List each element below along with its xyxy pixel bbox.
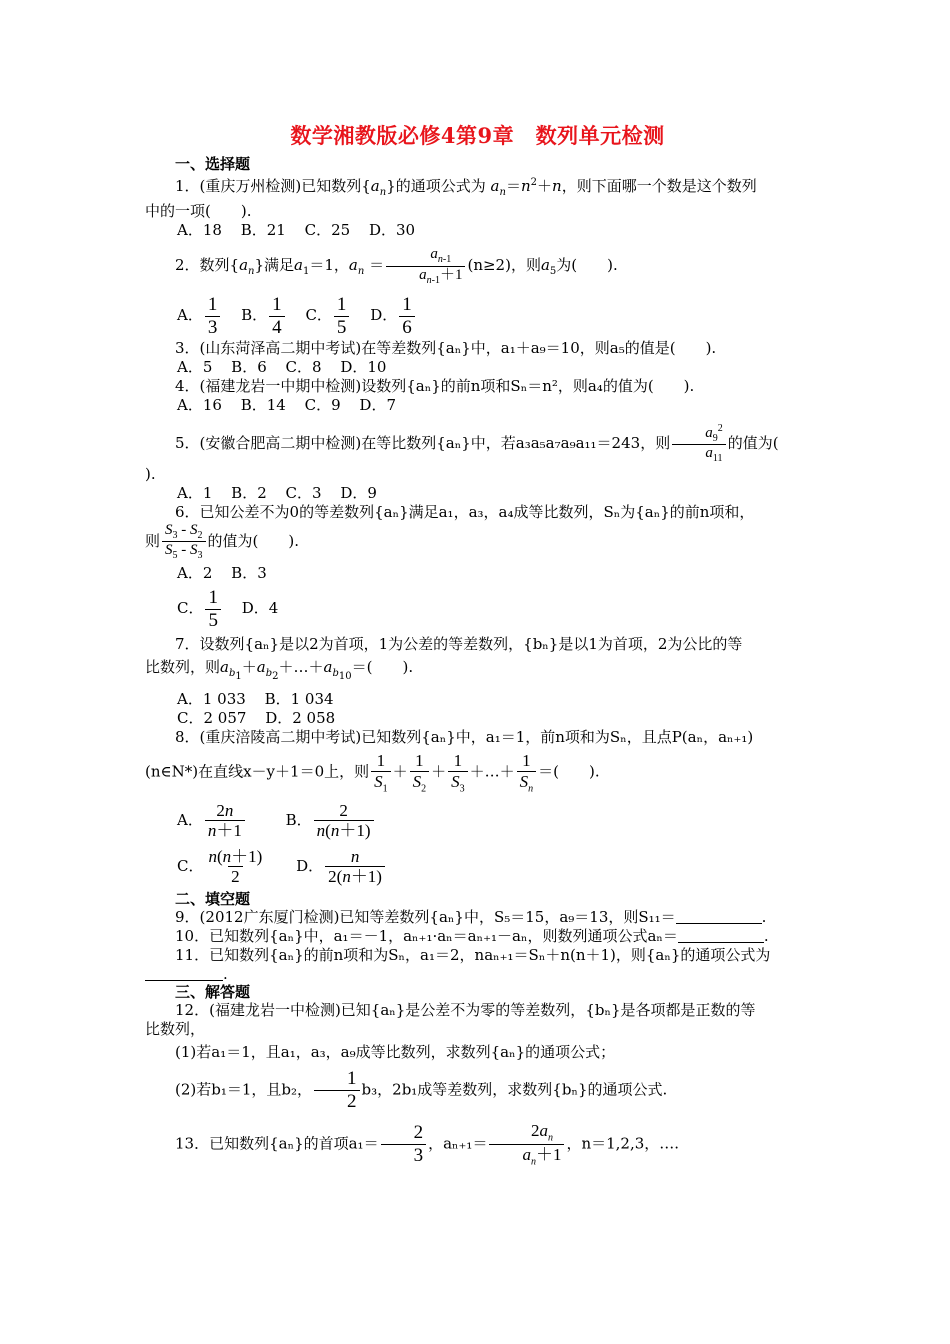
question-11: 11．已知数列{aₙ}的前n项和为Sₙ，a₁＝2，naₙ₊₁＝Sₙ＋n(n＋1)，则{aₙ}的通项公式为 xyxy=(175,946,771,964)
question-12: 12．(福建龙岩一中检测)已知{aₙ}是公差不为零的等差数列，{bₙ}是各项都是正数的等 xyxy=(175,1001,756,1019)
question-1: 1．(重庆万州检测)已知数列$\{a_n\}$的通项公式为 $a_n=n^2+n$，则下面哪一个数是这个数列 xyxy=(175,177,757,198)
option[interactable]: D． $\frac{1}{6}$ xyxy=(370,306,417,324)
option[interactable]: D．2 058 xyxy=(265,709,336,728)
section-heading-choice: 一、选择题 xyxy=(175,155,251,173)
question-13: 13．已知数列{aₙ}的首项a₁＝ $\frac{2}{3}$ ，aₙ₊₁＝ $\frac{2a_n}{a_n+1}$ ，n＝1,2,3，…. xyxy=(175,1120,680,1167)
question-1-options xyxy=(177,221,810,240)
question-10: 10．已知数列{aₙ}中，a₁＝－1，aₙ₊₁·aₙ＝aₙ₊₁－aₙ，则数列通项公式aₙ＝ . xyxy=(175,927,769,945)
option[interactable]: B．21 xyxy=(240,221,286,239)
option[interactable]: B．1 034 xyxy=(264,690,334,709)
section-heading-fill: 二、填空题 xyxy=(175,890,251,908)
question-8-options-2 xyxy=(177,847,810,887)
answer-blank[interactable] xyxy=(145,966,223,981)
option[interactable]: D．7 xyxy=(359,395,396,414)
fraction: $\frac{a_9^2}{a_{11}}$ xyxy=(672,423,726,465)
answer-blank[interactable] xyxy=(678,928,764,943)
option[interactable]: C．3 xyxy=(285,483,322,502)
question-8-options xyxy=(177,801,810,841)
option[interactable]: B．14 xyxy=(240,395,286,414)
question-11-cont: . xyxy=(145,965,810,984)
option[interactable]: A． $\frac{2n}{n+1}$ xyxy=(177,811,247,829)
option[interactable]: A．1 033 xyxy=(177,690,246,709)
option[interactable]: C． $\frac{n(n+1)}{2}$ xyxy=(177,846,263,887)
question-2-options xyxy=(177,294,810,339)
option[interactable]: C．9 xyxy=(304,395,341,414)
question-5-cont: ). xyxy=(145,464,156,483)
question-6: 6．已知公差不为0的等差数列{aₙ}满足a₁，a₃，a₄成等比数列，Sₙ为{aₙ}的前n项和， xyxy=(175,502,755,521)
question-12-part-2: (2)若b₁＝1，且b₂， $\frac{1}{2}$ b₃，2b₁成等差数列，求数列{bₙ}的通项公式. xyxy=(175,1068,668,1112)
question-7-options xyxy=(177,690,810,709)
question-3-options xyxy=(177,358,810,377)
option[interactable]: C． $\frac{1}{5}$ xyxy=(305,306,351,324)
document-page xyxy=(145,120,810,1167)
question-12-part-1: (1)若a₁＝1，且a₁，a₃，a₉成等比数列，求数列{aₙ}的通项公式； xyxy=(175,1043,616,1061)
question-6-cont: 则 $\frac{S_3 - S_2}{S_5 - S_3}$ 的值为( ). xyxy=(145,521,299,562)
fraction: $\frac{a_{n-1}}{a_{n-1}+1}$ xyxy=(386,246,465,286)
option[interactable]: B．6 xyxy=(231,357,267,376)
question-6-options xyxy=(177,564,810,583)
option[interactable]: B． $\frac{2}{n(n+1)}$ xyxy=(286,811,376,829)
option[interactable]: A． $\frac{1}{3}$ xyxy=(177,306,222,324)
option[interactable]: A．16 xyxy=(177,395,222,414)
option[interactable]: D． $\frac{n}{2(n+1)}$ xyxy=(296,857,387,875)
question-3: 3．(山东菏泽高二期中考试)在等差数列{aₙ}中，a₁＋a₉＝10，则a₅的值是( ). xyxy=(175,338,717,357)
option[interactable]: A．2 xyxy=(177,563,213,582)
question-5: 5．(安徽合肥高二期中检测)在等比数列{aₙ}中，若a₃a₅a₇a₉a₁₁＝243，则 $\frac{a_9^2}{a_{11}}$ 的值为( xyxy=(175,422,779,465)
option[interactable]: C．2 057 xyxy=(177,709,247,728)
fraction: $\frac{S_3 - S_2}{S_5 - S_3}$ xyxy=(162,522,206,562)
question-4: 4．(福建龙岩一中期中检测)设数列{aₙ}的前n项和Sₙ＝n²，则a₄的值为( ). xyxy=(175,376,695,395)
question-4-options xyxy=(177,396,810,415)
question-12-cont: 比数列， xyxy=(145,1020,206,1038)
option[interactable]: C．8 xyxy=(285,357,322,376)
question-6-options-2 xyxy=(177,587,810,632)
question-8: 8．(重庆涪陵高二期中考试)已知数列{aₙ}中，a₁＝1，前n项和为Sₙ，且点P(aₙ，aₙ₊₁) xyxy=(175,728,754,747)
question-1-cont: 中的一项( ). xyxy=(145,202,252,220)
question-7-options-2 xyxy=(177,709,810,728)
question-7: 7．设数列{aₙ}是以2为首项，1为公差的等差数列，{bₙ}是以1为首项，2为公比的等 xyxy=(175,635,743,654)
option[interactable]: A．5 xyxy=(177,357,213,376)
option[interactable]: D．4 xyxy=(241,599,279,618)
option[interactable]: C． $\frac{1}{5}$ xyxy=(177,599,223,617)
question-2: 2．数列$\{a_n\}$满足$a_1=1$，$a_n$ ＝ $\frac{a_{n-1}}{a_{n-1}+1}$ (n≥2)，则$a_5$为( ). xyxy=(175,246,618,286)
answer-blank[interactable] xyxy=(676,909,762,924)
question-5-options xyxy=(177,484,810,503)
question-9: 9．(2012广东厦门检测)已知等差数列{aₙ}中，S₅＝15，a₉＝13，则S₁₁＝ . xyxy=(175,908,767,926)
option[interactable]: D．30 xyxy=(368,221,416,239)
option[interactable]: A．18 xyxy=(177,221,222,239)
page-title: 数学湘教版必修4第9章 数列单元检测 xyxy=(290,123,665,148)
option[interactable]: C．25 xyxy=(304,221,351,239)
option[interactable]: D．9 xyxy=(340,483,377,502)
option[interactable]: B．3 xyxy=(231,563,267,582)
option[interactable]: B． $\frac{1}{4}$ xyxy=(241,306,287,324)
option[interactable]: B．2 xyxy=(231,483,267,502)
question-8-cont: (n∈N*)在直线x－y＋1＝0上，则 $\frac{1}{S_1}$ ＋ $\frac{1}{S_2}$ ＋ $\frac{1}{S_3}$ ＋…＋ $\frac{1}{S_n}$ ＝( ). xyxy=(145,751,600,795)
option[interactable]: D．10 xyxy=(340,357,387,376)
question-7-cont: 比数列，则$a_{b_1}+a_{b_2}+\dots+a_{b_{10}}=$( ). xyxy=(145,658,414,683)
option[interactable]: A．1 xyxy=(177,483,213,502)
section-heading-answer: 三、解答题 xyxy=(175,983,251,1001)
